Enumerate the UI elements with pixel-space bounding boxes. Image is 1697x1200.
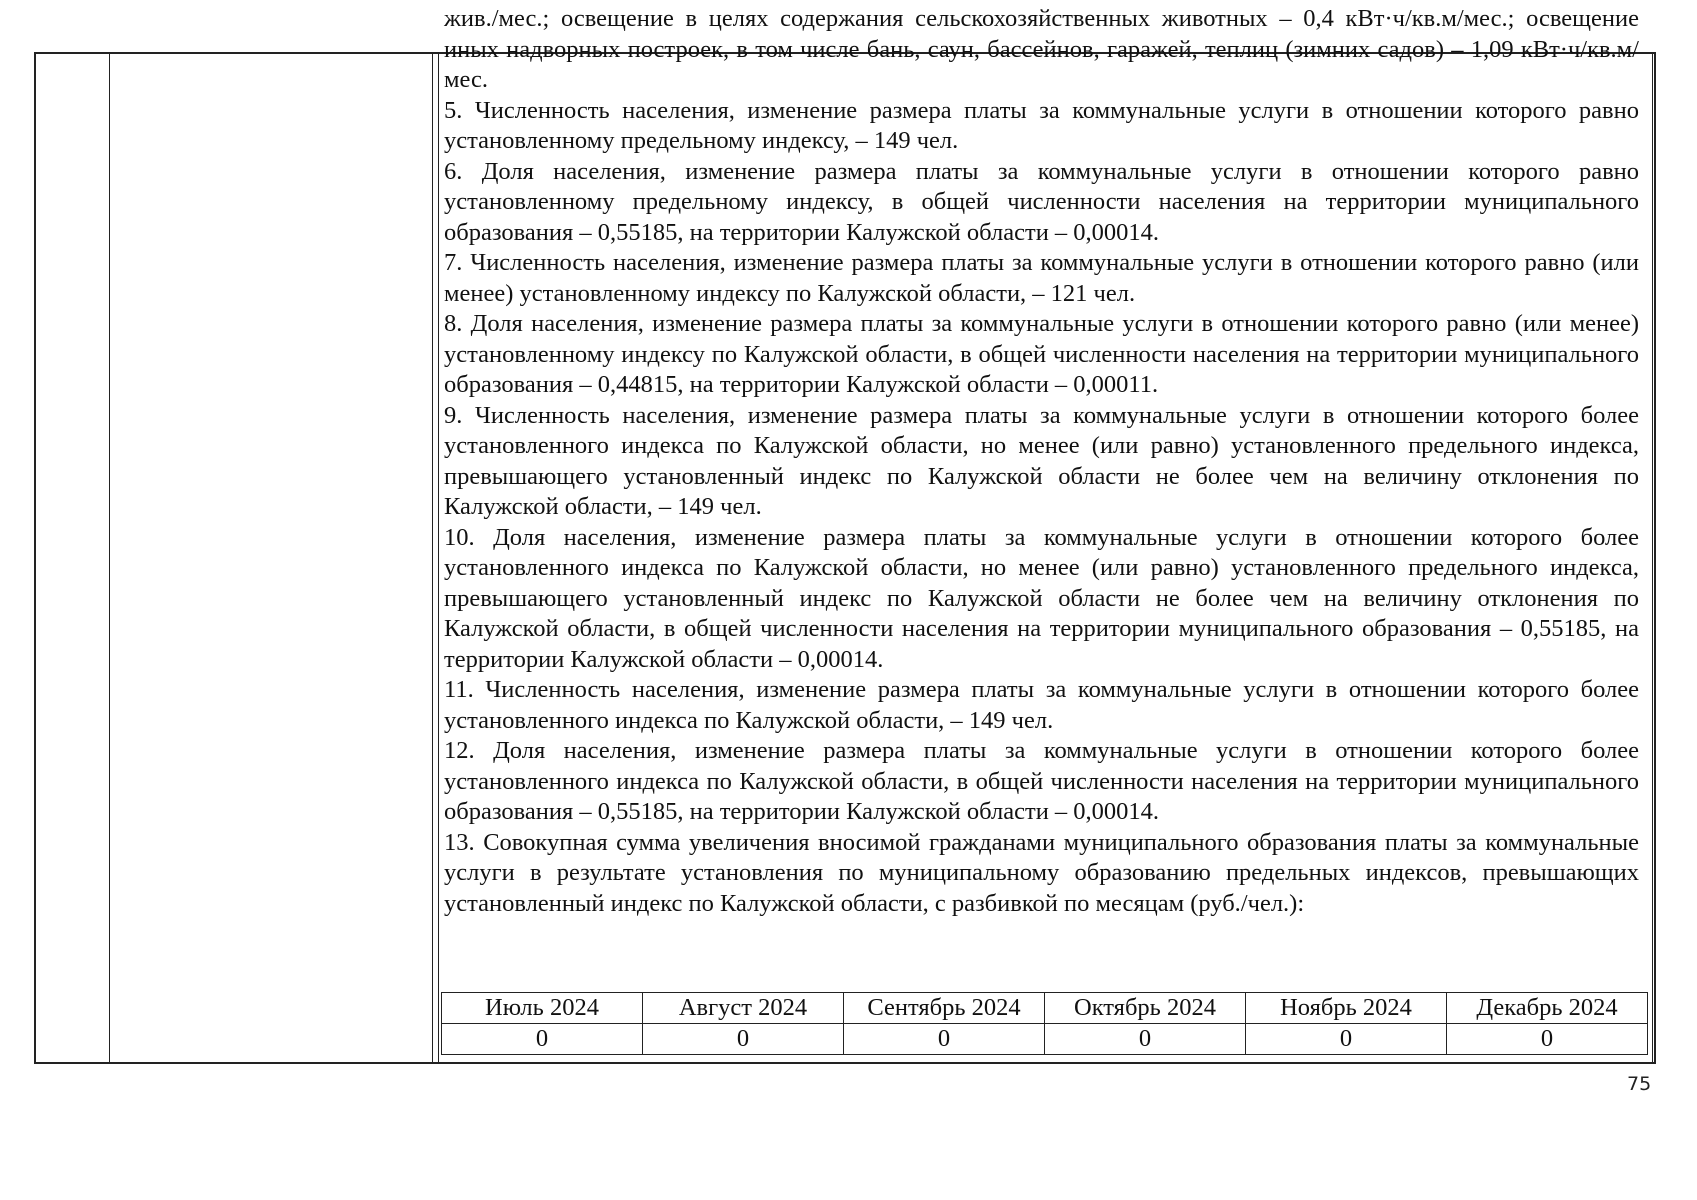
month-header: Октябрь 2024 xyxy=(1045,993,1246,1024)
paragraph-13: 13. Совокупная сумма увеличения вносимой гражданами муниципального образования платы за коммунальные услуги в результате установления по муниципальному образованию предельных индексов, превышающих установленный индекс по Калужской области, с разбивкой по месяцам (руб./чел.): xyxy=(444,828,1639,917)
paragraph-12: 12. Доля населения, изменение размера платы за коммунальные услуги в отношении которого более установленного индекса по Калужской области, в общей численности населения на территории муниципального образования – 0,55185, на территории Калужской области – 0,00014. xyxy=(444,737,1639,825)
paragraph-7: 7. Численность населения, изменение размера платы за коммунальные услуги в отношении которого равно (или менее) установленному индексу по Калужской области, – 121 чел. xyxy=(444,249,1639,307)
month-header: Июль 2024 xyxy=(442,993,643,1024)
column-divider-2 xyxy=(432,54,433,1062)
month-value: 0 xyxy=(844,1024,1045,1055)
column-divider-right xyxy=(1652,54,1653,1062)
paragraph-5: 5. Численность населения, изменение размера платы за коммунальные услуги в отношении которого равно установленному предельному индексу, – 149 чел. xyxy=(444,96,1639,154)
month-value: 0 xyxy=(1447,1024,1648,1055)
document-text xyxy=(444,4,1639,919)
table-row xyxy=(442,1024,1648,1055)
paragraph-10: 10. Доля населения, изменение размера платы за коммунальные услуги в отношении которого более установленного индекса по Калужской области, но менее (или равно) установленного предельного индекса, превышающего установленный индекс по Калужской области не более чем на величину отклонения по Калужской области, в общей численности населения на территории муниципального образования – 0,55185, на территории Калужской области – 0,00014. xyxy=(444,523,1639,673)
month-value: 0 xyxy=(1246,1024,1447,1055)
month-header: Сентябрь 2024 xyxy=(844,993,1045,1024)
month-header: Август 2024 xyxy=(643,993,844,1024)
column-divider-1 xyxy=(109,54,110,1062)
month-value: 0 xyxy=(1045,1024,1246,1055)
month-header: Декабрь 2024 xyxy=(1447,993,1648,1024)
table-header-row xyxy=(442,993,1648,1024)
month-value: 0 xyxy=(442,1024,643,1055)
paragraph-9: 9. Численность населения, изменение размера платы за коммунальные услуги в отношении которого более установленного индекса по Калужской области, но менее (или равно) установленного предельного индекса, превышающего установленный индекс по Калужской области не более чем на величину отклонения по Калужской области, – 149 чел. xyxy=(444,401,1639,520)
paragraph-11: 11. Численность населения, изменение размера платы за коммунальные услуги в отношении которого более установленного индекса по Калужской области, – 149 чел. xyxy=(444,676,1639,734)
column-divider-3 xyxy=(438,54,439,1062)
paragraph-8: 8. Доля населения, изменение размера платы за коммунальные услуги в отношении которого равно (или менее) установленному индексу по Калужской области, в общей численности населения на территории муниципального образования – 0,44815, на территории Калужской области – 0,00011. xyxy=(444,310,1639,398)
month-value: 0 xyxy=(643,1024,844,1055)
paragraph-6: 6. Доля населения, изменение размера платы за коммунальные услуги в отношении которого равно установленному предельному индексу, в общей численности населения на территории муниципального образования – 0,55185, на территории Калужской области – 0,00014. xyxy=(444,157,1639,246)
month-header: Ноябрь 2024 xyxy=(1246,993,1447,1024)
page-number: 75 xyxy=(1627,1073,1652,1095)
monthly-sum-table xyxy=(441,992,1648,1055)
paragraph-continuation: жив./мес.; освещение в целях содержания сельскохозяйственных животных – 0,4 кВт·ч/кв.м/мес.; освещение иных надворных построек, в том числе бань, саун, бассейнов, гаражей, теплиц (зимних садов) – 1,09 кВт·ч/кв.м/мес. xyxy=(444,5,1639,93)
